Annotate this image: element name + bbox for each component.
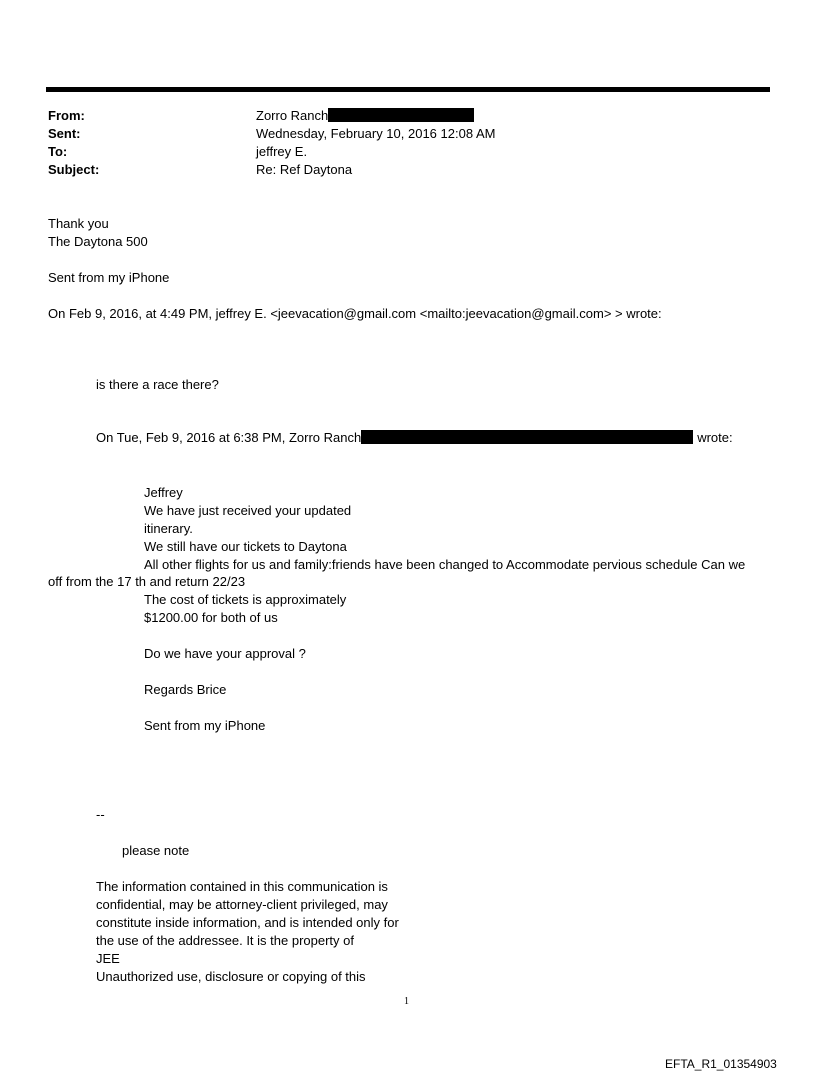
sent-label: Sent: — [48, 126, 81, 141]
from-value — [256, 107, 474, 125]
message-line: We have just received your updated — [144, 503, 352, 518]
page-number: 1 — [404, 996, 409, 1007]
disclaimer-line: confidential, may be attorney-client privileged, may — [96, 897, 388, 912]
message-line: We still have our tickets to Daytona — [144, 539, 347, 554]
message-line: Jeffrey — [144, 485, 183, 500]
disclaimer-line: JEE — [96, 951, 120, 966]
header-rule — [46, 87, 770, 92]
disclaimer-line: constitute inside information, and is intended only for — [96, 915, 399, 930]
document-id: EFTA_R1_01354903 — [665, 1057, 777, 1071]
quote-header-2 — [96, 429, 733, 447]
message-line: The cost of tickets is approximately — [144, 592, 347, 607]
message-line: Do we have your approval ? — [144, 646, 306, 661]
please-note: please note — [122, 843, 190, 858]
quote-header-2-suffix: wrote: — [697, 430, 733, 445]
quote-header-1: On Feb 9, 2016, at 4:49 PM, jeffrey E. <jeevacation@gmail.com <mailto:jeevacation@gmail.com> > wrote: — [48, 306, 662, 321]
signature-dash: -- — [96, 807, 105, 822]
message-line: $1200.00 for both of us — [144, 610, 278, 625]
reply-line: Thank you — [48, 216, 109, 231]
disclaimer-line: Unauthorized use, disclosure or copying of this — [96, 969, 366, 984]
message-line: itinerary. — [144, 521, 193, 536]
from-label: From: — [48, 108, 85, 123]
message-line: Sent from my iPhone — [144, 718, 266, 733]
reply-signature: Sent from my iPhone — [48, 270, 170, 285]
redaction-block — [328, 108, 474, 122]
disclaimer-line: The information contained in this communication is — [96, 879, 388, 894]
to-label: To: — [48, 144, 68, 159]
disclaimer-line: the use of the addressee. It is the property of — [96, 933, 354, 948]
message-line: off from the 17 th and return 22/23 — [48, 574, 246, 589]
subject-value: Re: Ref Daytona — [256, 162, 353, 177]
from-name: Zorro Ranch — [256, 108, 329, 123]
subject-label: Subject: — [48, 162, 100, 177]
redaction-block — [361, 430, 693, 444]
question-line: is there a race there? — [96, 377, 219, 392]
message-line: All other flights for us and family:friends have been changed to Accommodate pervious schedule Can we — [144, 557, 746, 572]
message-line: Regards Brice — [144, 682, 227, 697]
sent-value: Wednesday, February 10, 2016 12:08 AM — [256, 126, 496, 141]
to-value: jeffrey E. — [256, 144, 308, 159]
quote-header-2-prefix: On Tue, Feb 9, 2016 at 6:38 PM, Zorro Ranch — [96, 430, 362, 445]
reply-line: The Daytona 500 — [48, 234, 148, 249]
